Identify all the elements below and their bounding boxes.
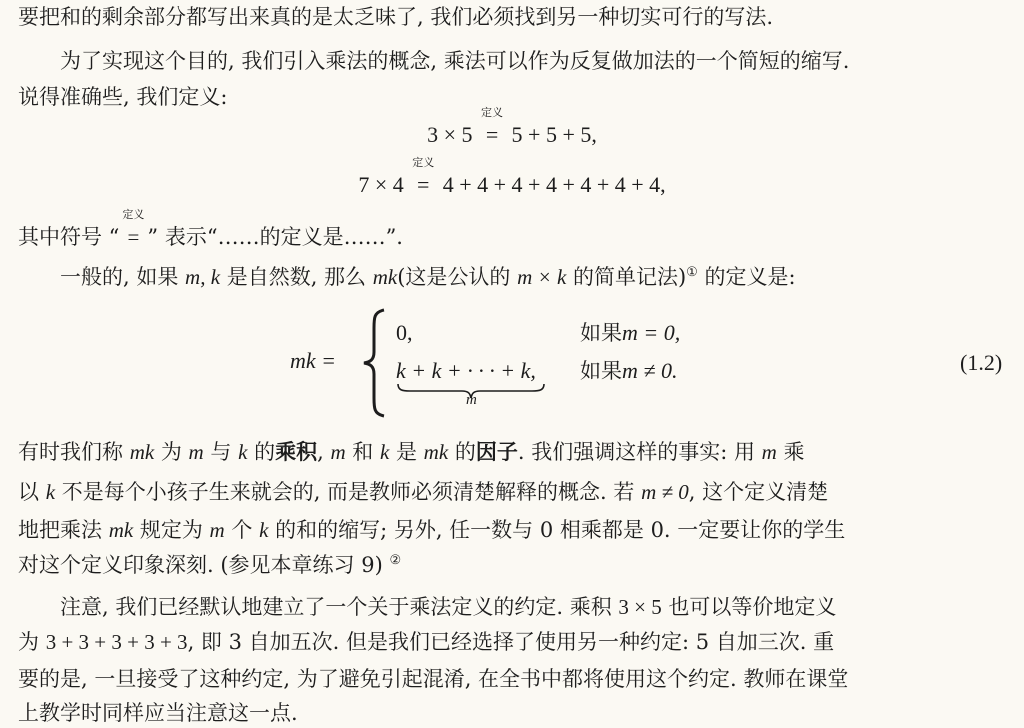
var-m: m	[188, 440, 204, 464]
underbrace-label: m	[466, 392, 477, 408]
piecewise-definition	[290, 308, 1010, 418]
paragraph-line-12	[18, 664, 1010, 694]
var-k: k	[238, 440, 248, 464]
text-line-1: 要把和的剩余部分都写出来真的是太乏味了, 我们必须找到另一种切实可行的写法.	[18, 5, 774, 29]
cond-1: m = 0,	[622, 320, 681, 345]
text-line-2: 为了实现这个目的, 我们引入乘法的概念, 乘法可以作为反复做加法的一个简短的缩写.	[60, 49, 850, 73]
text-line-3: 说得准确些, 我们定义:	[18, 85, 228, 109]
t6h: 的	[448, 440, 476, 464]
paragraph-line-8	[18, 515, 1010, 545]
paragraph-line-7	[18, 477, 1010, 507]
defined-equals-symbol: 定义 =	[478, 120, 506, 150]
text-line-5d: 的简单记法)	[566, 265, 687, 289]
paragraph-line-1	[18, 2, 1010, 32]
left-brace-icon	[360, 308, 390, 418]
t6e: ,	[317, 440, 331, 464]
defeq-label: 定义	[412, 156, 435, 169]
paragraph-line-10	[60, 592, 1010, 622]
t7b: 不是每个小孩子生来就会的, 而是教师必须清楚解释的概念. 若	[55, 480, 642, 504]
var-mk: mk	[372, 265, 398, 289]
var-m-neq-0: m ≠ 0	[641, 480, 689, 504]
paragraph-line-11	[18, 627, 1010, 657]
t12: 要的是, 一旦接受了这种约定, 为了避免引起混淆, 在全书中都将使用这个约定. 教师在课堂	[18, 667, 849, 691]
var-k: k	[45, 480, 56, 504]
term-factor: 因子	[475, 439, 518, 464]
t6g: 是	[389, 440, 424, 464]
t8a: 地把乘法	[18, 518, 109, 542]
var-mk: mk	[108, 518, 134, 542]
var-mk: mk	[423, 440, 449, 464]
defeq-label: 定义	[122, 208, 145, 221]
case-2-value: k + k + · · · + k,	[396, 358, 536, 383]
case-1-value: 0,	[396, 320, 413, 345]
t6a: 有时我们称	[18, 440, 130, 464]
case-2-condition	[580, 356, 677, 386]
term-product: 乘积	[275, 439, 318, 464]
t6b: 为	[154, 440, 189, 464]
paragraph-line-9	[18, 550, 1010, 580]
footnote-marker-1[interactable]: ①	[686, 265, 698, 280]
t8d: 的和的缩写; 另外, 任一数与 0 相乘都是 0. 一定要让你的学生	[268, 518, 846, 542]
t13: 上教学时同样应当注意这一点.	[18, 701, 298, 725]
t6c: 与	[203, 440, 239, 464]
t11a: 为	[18, 630, 46, 654]
t6f: 和	[345, 440, 380, 464]
piecewise-lhs: mk =	[290, 348, 336, 373]
text-line-5b: 是自然数, 那么	[220, 265, 373, 289]
defined-equals-symbol: 定义 =	[119, 222, 147, 252]
text-line-5e: 的定义是:	[697, 265, 796, 289]
t10a: 注意, 我们已经默认地建立了一个关于乘法定义的约定. 乘积	[60, 595, 619, 619]
text-line-4a: 其中符号 “	[18, 225, 120, 249]
var-m-times-k: m × k	[517, 265, 567, 289]
defined-equals-symbol: 定义 =	[409, 170, 437, 200]
paragraph-line-5	[60, 262, 1010, 292]
var-k: k	[379, 440, 390, 464]
var-m-k: m, k	[185, 265, 221, 289]
t9: 对这个定义印象深刻. (参见本章练习 9)	[18, 553, 390, 577]
paragraph-line-4	[18, 208, 1010, 252]
equation-number: (1.2)	[960, 350, 1003, 375]
paragraph-line-3	[18, 82, 1010, 112]
equation-7x4	[0, 156, 1024, 200]
eq1-lhs: 3 × 5	[427, 122, 473, 147]
paragraph-line-6	[18, 437, 1010, 467]
t7a: 以	[18, 480, 46, 504]
cond-2: m ≠ 0.	[622, 358, 678, 383]
text-line-5a: 一般的, 如果	[60, 265, 186, 289]
eq2-rhs: 4 + 4 + 4 + 4 + 4 + 4 + 4,	[442, 172, 666, 197]
math-five-threes: 3 + 3 + 3 + 3 + 3	[45, 630, 188, 654]
case-1-condition	[580, 318, 680, 348]
t8c: 个	[224, 518, 260, 542]
var-m: m	[209, 518, 225, 542]
eq1-rhs: 5 + 5 + 5,	[511, 122, 597, 147]
t6i: . 我们强调这样的事实: 用	[517, 440, 762, 464]
math-3x5: 3 × 5	[618, 595, 662, 619]
eq2-lhs: 7 × 4	[358, 172, 404, 197]
text-line-4b: ” 表示“……的定义是……”.	[147, 225, 403, 249]
t11b: , 即 3 自加五次. 但是我们已经选择了使用另一种约定: 5 自加三次. 重	[187, 630, 835, 654]
text-line-5c: (这是公认的	[397, 265, 518, 289]
t7c: , 这个定义清楚	[688, 480, 829, 504]
t6d: 的	[247, 440, 276, 464]
equation-3x5	[0, 106, 1024, 150]
var-mk: mk	[129, 440, 155, 464]
t8b: 规定为	[133, 518, 210, 542]
var-k: k	[259, 518, 269, 542]
defeq-label: 定义	[481, 106, 504, 119]
var-m: m	[330, 440, 346, 464]
cond-prefix: 如果	[580, 321, 622, 345]
cond-prefix: 如果	[580, 359, 622, 383]
footnote-marker-2[interactable]: ②	[389, 553, 402, 568]
t10b: 也可以等价地定义	[661, 595, 837, 619]
paragraph-line-2	[60, 46, 1010, 76]
paragraph-line-13	[18, 698, 1010, 728]
var-m: m	[761, 440, 777, 464]
t6j: 乘	[776, 440, 805, 464]
